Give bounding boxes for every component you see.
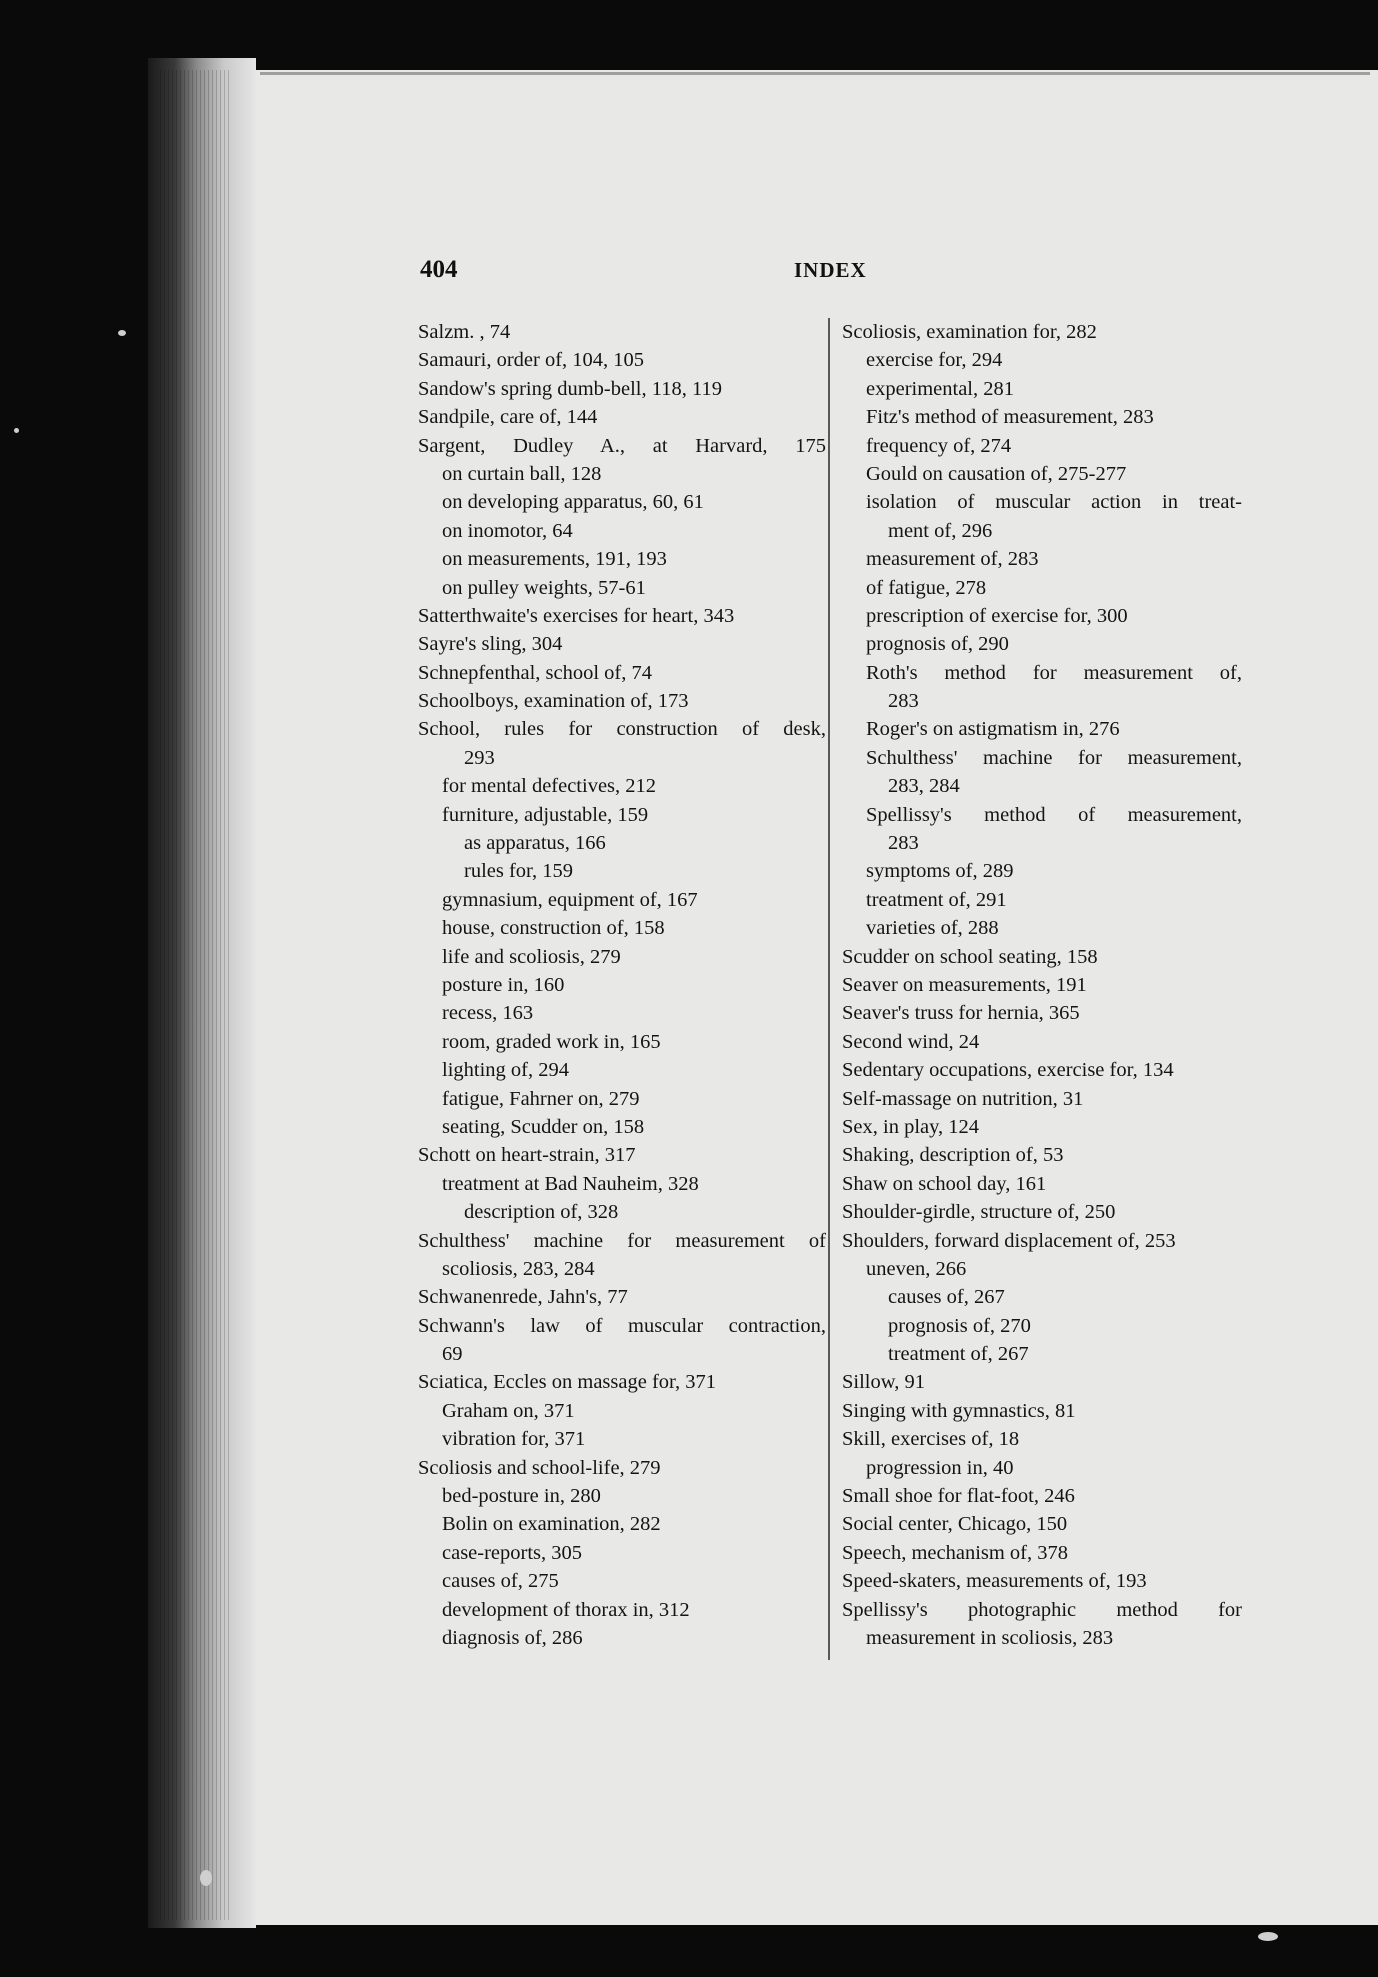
index-entry: Gould on causation of, 275-277 (866, 462, 1127, 485)
index-entry: Self-massage on nutrition, 31 (842, 1087, 1084, 1110)
index-entry: life and scoliosis, 279 (442, 945, 621, 968)
index-entry: Samauri, order of, 104, 105 (418, 349, 645, 372)
index-entry: Seaver on measurements, 191 (842, 973, 1087, 996)
index-entry: 69 (442, 1343, 463, 1366)
index-entry: measurement of, 283 (866, 548, 1039, 571)
index-entry: exercise for, 294 (866, 349, 1003, 372)
index-entry: prognosis of, 290 (866, 633, 1009, 656)
dust-speck (200, 1870, 212, 1886)
index-entry: on pulley weights, 57-61 (442, 576, 646, 599)
index-entry: treatment of, 291 (866, 888, 1007, 911)
index-entry: on measurements, 191, 193 (442, 548, 667, 571)
index-entry: room, graded work in, 165 (442, 1030, 661, 1053)
index-entry: Sargent, Dudley A., at Harvard, 175 (418, 434, 826, 457)
index-entry: Skill, exercises of, 18 (842, 1428, 1020, 1451)
index-entry: Schott on heart-strain, 317 (418, 1144, 636, 1167)
index-entry: Scoliosis and school-life, 279 (418, 1456, 661, 1479)
index-entry: 283 (888, 832, 919, 855)
index-entry: treatment at Bad Nauheim, 328 (442, 1172, 699, 1195)
index-entry: Schulthess' machine for measurement of (418, 1229, 826, 1252)
index-entry: Shaking, description of, 53 (842, 1144, 1064, 1167)
index-entry: treatment of, 267 (888, 1343, 1029, 1366)
dust-speck (14, 428, 19, 433)
index-entry: Fitz's method of measurement, 283 (866, 406, 1154, 429)
index-entry: prognosis of, 270 (888, 1314, 1031, 1337)
index-column-left (418, 318, 826, 1652)
index-entry: Roger's on astigmatism in, 276 (866, 718, 1120, 741)
column-divider (828, 318, 830, 1660)
index-entry: varieties of, 288 (866, 917, 999, 940)
index-entry: of fatigue, 278 (866, 576, 987, 599)
index-entry: bed-posture in, 280 (442, 1485, 601, 1508)
index-entry: 293 (464, 746, 495, 769)
index-entry: Spellissy's photographic method for (842, 1598, 1242, 1621)
index-entry: isolation of muscular action in treat- (866, 491, 1242, 514)
index-entry: causes of, 267 (888, 1286, 1005, 1309)
index-entry: Seaver's truss for hernia, 365 (842, 1002, 1080, 1025)
index-entry: measurement in scoliosis, 283 (866, 1626, 1114, 1649)
running-head: INDEX (794, 258, 867, 282)
index-entry: diagnosis of, 286 (442, 1626, 583, 1649)
index-entry: posture in, 160 (442, 973, 565, 996)
index-entry: Social center, Chicago, 150 (842, 1513, 1068, 1536)
index-entry: Schwann's law of muscular contraction, (418, 1314, 826, 1337)
index-entry: Shoulders, forward displacement of, 253 (842, 1229, 1176, 1252)
index-entry: on curtain ball, 128 (442, 462, 602, 485)
index-entry: Graham on, 371 (442, 1399, 575, 1422)
index-entry: on developing apparatus, 60, 61 (442, 491, 704, 514)
index-entry: description of, 328 (464, 1201, 619, 1224)
index-entry: fatigue, Fahrner on, 279 (442, 1087, 640, 1110)
index-entry: Bolin on examination, 282 (442, 1513, 661, 1536)
index-entry: Satterthwaite's exercises for heart, 343 (418, 604, 735, 627)
index-entry: vibration for, 371 (442, 1428, 586, 1451)
index-entry: progression in, 40 (866, 1456, 1014, 1479)
index-entry: seating, Scudder on, 158 (442, 1115, 645, 1138)
index-entry: Sayre's sling, 304 (418, 633, 563, 656)
index-entry: uneven, 266 (866, 1257, 967, 1280)
index-entry: 283, 284 (888, 775, 960, 798)
index-entry: prescription of exercise for, 300 (866, 604, 1128, 627)
index-entry: symptoms of, 289 (866, 860, 1014, 883)
dust-speck (118, 330, 126, 336)
index-entry: Schulthess' machine for measurement, (866, 746, 1242, 769)
index-entry: Sciatica, Eccles on massage for, 371 (418, 1371, 717, 1394)
index-entry: Small shoe for flat-foot, 246 (842, 1485, 1075, 1508)
index-entry: Schoolboys, examination of, 173 (418, 690, 689, 713)
index-entry: Singing with gymnastics, 81 (842, 1399, 1076, 1422)
index-entry: as apparatus, 166 (464, 832, 606, 855)
index-entry: Scudder on school seating, 158 (842, 945, 1098, 968)
index-entry: Spellissy's method of measurement, (866, 803, 1242, 826)
dust-speck (1258, 1932, 1278, 1941)
index-entry: School, rules for construction of desk, (418, 718, 826, 741)
page-top-edge (260, 72, 1370, 75)
index-entry: development of thorax in, 312 (442, 1598, 690, 1621)
index-entry: for mental defectives, 212 (442, 775, 657, 798)
index-entry: Shaw on school day, 161 (842, 1172, 1047, 1195)
index-entry: Salzm. , 74 (418, 321, 511, 343)
index-entry: experimental, 281 (866, 377, 1015, 400)
index-entry: Shoulder-girdle, structure of, 250 (842, 1201, 1116, 1224)
page-number: 404 (420, 256, 458, 283)
index-entry: lighting of, 294 (442, 1059, 569, 1082)
index-entry: on inomotor, 64 (442, 519, 573, 542)
index-entry: scoliosis, 283, 284 (442, 1257, 595, 1280)
index-entry: Second wind, 24 (842, 1030, 980, 1053)
page-header (420, 256, 880, 286)
index-entry: case-reports, 305 (442, 1541, 583, 1564)
index-entry: Speed-skaters, measurements of, 193 (842, 1570, 1147, 1593)
index-entry: causes of, 275 (442, 1570, 559, 1593)
index-column-right (842, 318, 1242, 1652)
index-entry: furniture, adjustable, 159 (442, 803, 649, 826)
index-entry: frequency of, 274 (866, 434, 1012, 457)
index-entry: Scoliosis, examination for, 282 (842, 321, 1097, 343)
index-entry: Sedentary occupations, exercise for, 134 (842, 1059, 1174, 1082)
index-entry: house, construction of, 158 (442, 917, 665, 940)
index-entry: Sillow, 91 (842, 1371, 925, 1394)
index-entry: rules for, 159 (464, 860, 574, 883)
index-entry: Schnepfenthal, school of, 74 (418, 661, 652, 684)
index-entry: gymnasium, equipment of, 167 (442, 888, 698, 911)
index-entry: Roth's method for measurement of, (866, 661, 1242, 684)
index-entry: Speech, mechanism of, 378 (842, 1541, 1069, 1564)
index-entry: Sandpile, care of, 144 (418, 406, 598, 429)
index-entry: Sandow's spring dumb-bell, 118, 119 (418, 377, 722, 400)
page-stack-edges (160, 70, 230, 1920)
index-entry: 283 (888, 690, 919, 713)
index-entry: Schwanenrede, Jahn's, 77 (418, 1286, 628, 1309)
index-entry: Sex, in play, 124 (842, 1115, 980, 1138)
index-entry: recess, 163 (442, 1002, 534, 1025)
index-entry: ment of, 296 (888, 519, 993, 542)
